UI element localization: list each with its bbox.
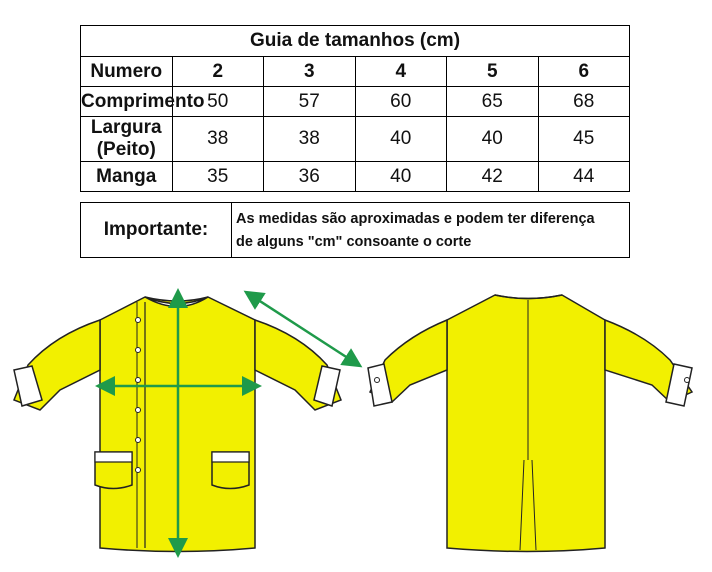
- table-row: [81, 117, 630, 162]
- table-header-row: [81, 57, 630, 87]
- button-icon: [685, 378, 690, 383]
- note-text-line: de alguns "cm" consoante o corte: [236, 234, 472, 250]
- button-icon: [136, 408, 141, 413]
- table-cell: 44: [538, 162, 630, 192]
- size-header: 3: [264, 57, 356, 87]
- row-label: Largura (Peito): [81, 117, 173, 162]
- button-icon: [136, 318, 141, 323]
- table-title: Guia de tamanhos (cm): [81, 26, 630, 57]
- size-guide-table: [80, 25, 630, 192]
- table-row: [81, 162, 630, 192]
- size-header: 5: [447, 57, 539, 87]
- table-cell: 40: [355, 117, 447, 162]
- button-icon: [136, 378, 141, 383]
- garment-illustration: [0, 280, 712, 572]
- table-cell: 60: [355, 87, 447, 117]
- table-cell: 68: [538, 87, 630, 117]
- back-body: [447, 295, 605, 552]
- button-icon: [136, 438, 141, 443]
- note-text: [232, 203, 629, 257]
- table-cell: 35: [172, 162, 264, 192]
- button-icon: [375, 378, 380, 383]
- table-cell: 36: [264, 162, 356, 192]
- button-icon: [136, 468, 141, 473]
- table-cell: 45: [538, 117, 630, 162]
- table-cell: 38: [172, 117, 264, 162]
- note-text-line: As medidas são aproximadas e podem ter diferença: [236, 211, 595, 227]
- row-label: Comprimento: [81, 87, 173, 117]
- size-header: 4: [355, 57, 447, 87]
- table-cell: 65: [447, 87, 539, 117]
- table-cell: 40: [447, 117, 539, 162]
- note-label: Importante:: [81, 203, 232, 257]
- table-cell: 57: [264, 87, 356, 117]
- button-icon: [136, 348, 141, 353]
- row-label: Manga: [81, 162, 173, 192]
- back-view: [368, 295, 692, 552]
- table-cell: 40: [355, 162, 447, 192]
- table-cell: 38: [264, 117, 356, 162]
- table-row: [81, 87, 630, 117]
- front-view: [14, 296, 354, 552]
- table-cell: 42: [447, 162, 539, 192]
- table-cell: 50: [172, 87, 264, 117]
- size-header: 6: [538, 57, 630, 87]
- important-note: [80, 202, 630, 258]
- size-header: 2: [172, 57, 264, 87]
- header-label: Numero: [81, 57, 173, 87]
